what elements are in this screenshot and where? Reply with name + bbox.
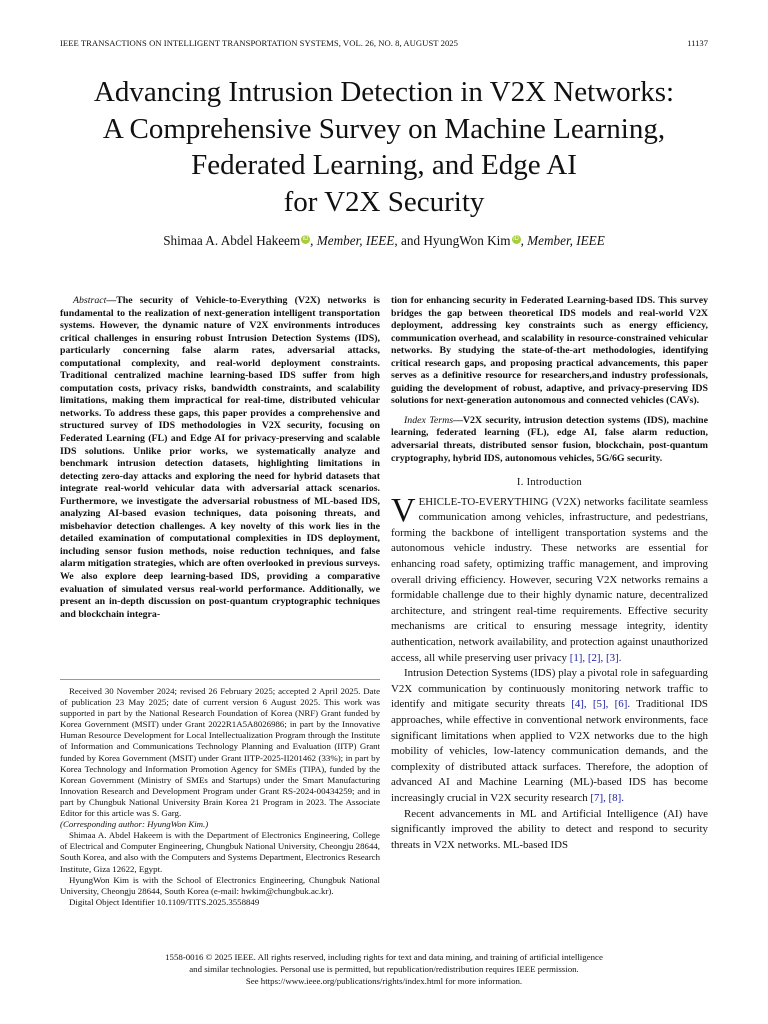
left-column <box>60 295 380 621</box>
paragraph: VEHICLE-TO-EVERYTHING (V2X) networks facilitate seamless communication among vehicles, infrastructure, and pedestrians, forming the backbone of intelligent transportation systems and the autonomous vehicle industry. These networks are essential for enhancing road safety, optimizing traffic management, and improving overall driving efficiency. However, securing V2X networks remains a formidable challenge due to their highly dynamic nature, decentralized architecture, and stringent real-time requirements. Effective security mechanisms are critical to ensuring message integrity, identity authentication, network availability, and protection against unauthorized access, all while preserving user privacy [1], [2], [3]. <box>391 491 708 664</box>
index-terms-dash: — <box>453 414 463 426</box>
corresponding-author: (Corresponding author: HyungWon Kim.) <box>60 819 209 830</box>
journal-header: IEEE TRANSACTIONS ON INTELLIGENT TRANSPORTATION SYSTEMS, VOL. 26, NO. 8, AUGUST 2025 <box>60 38 458 48</box>
abstract-continued <box>391 295 708 408</box>
abstract-text: The security of Vehicle-to-Everything (V2X) networks is fundamental to the realization of next-generation intelligent transportation systems. However, the dynamic nature of V2X environments introduces critical challenges in ensuring robust Intrusion Detection Systems (IDS), particularly concerning false alarm rates, adversarial attacks, computational complexity, and real-world deployment constraints. Traditional centralized machine learning-based IDS suffer from high computation costs, privacy risks, bandwidth constraints, and scalability limitations, making them impractical for real-time, distributed vehicular networks. To address these gaps, this paper provides a comprehensive and structured survey of IDS methodologies in V2X security, focusing on Federated Learning (FL) and Edge AI for privacy-preserving and scalable IDS solutions. Unlike prior works, we systematically analyze and benchmark intrusion detection datasets, highlighting limitations in detecting zero-day attacks and exploring the need for hybrid datasets that integrate real-world vehicular data with adversarial attack scenarios. Furthermore, we investigate the adversarial robustness of ML-based IDS, analyzing AI-based evasion techniques, data poisoning threats, and misbehavior detection challenges. A key novelty of this work lies in the detailed examination of computational complexities in IDS deployment, including sensor fusion methods, noise reduction techniques, and false alarm mitigation strategies, which are often overlooked in previous surveys. We also explore deep learning-based IDS, providing a comparative evaluation of simulated versus real-world performance. Additionally, we present an in-depth discussion on post-quantum cryptographic techniques and blockchain integra- <box>60 295 380 620</box>
drop-cap: V <box>391 491 416 529</box>
orcid-icon[interactable]: iD <box>513 235 519 242</box>
index-terms-label: Index Terms <box>404 414 454 426</box>
footer-line[interactable]: See https://www.ieee.org/publications/rights/index.html for more information. <box>245 976 523 987</box>
footer-line: 1558-0016 © 2025 IEEE. All rights reserved, including rights for text and data mining, and training of artificial intelligence <box>165 952 603 962</box>
paper-title <box>40 74 728 220</box>
footnote-rule <box>60 679 380 680</box>
copyright-footer <box>60 951 708 988</box>
title-line: A Comprehensive Survey on Machine Learning, <box>102 112 666 145</box>
paragraph: Intrusion Detection Systems (IDS) play a pivotal role in safeguarding V2X communication by continuously monitoring network traffic to identify and mitigate security threats [4], [5], [6]. Traditional IDS approaches, while effective in conventional network environments, face significant limitations when applied to V2X networks due to the high mobility of vehicles, low-latency communication demands, and the complexity of distributed attack surfaces. Therefore, the adoption of advanced AI and Machine Learning (ML)-based IDS has become increasingly crucial in V2X security research [7], [8]. <box>391 667 708 804</box>
title-line: for V2X Security <box>283 185 485 218</box>
author-role: Member, IEEE <box>316 233 395 248</box>
author-name: HyungWon Kim <box>423 233 511 248</box>
author-separator: , and <box>394 233 424 248</box>
index-terms-text: V2X security, intrusion detection systems (IDS), machine learning, federated learning (FL), edge AI, false alarm reduction, adversarial threats, distributed sensor fusion, blockchain, post-quantum cryptography, hybrid IDS, autonomous vehicles, 5G/6G security. <box>391 414 708 464</box>
abstract <box>60 295 380 621</box>
section-heading: I. Introduction <box>516 477 583 489</box>
footer-line: and similar technologies. Personal use is permitted, but republication/redistribution requires IEEE permission. <box>189 964 579 975</box>
orcid-icon[interactable]: iD <box>302 235 309 242</box>
footnote-doi[interactable]: Digital Object Identifier 10.1109/TITS.2025.3558849 <box>69 896 260 907</box>
paragraph: Recent advancements in ML and Artificial Intelligence (AI) have significantly improved the ability to detect and respond to security threats in V2X networks. ML-based IDS <box>391 807 708 851</box>
author-separator: , <box>310 233 317 248</box>
title-line: Advancing Intrusion Detection in V2X Networks: <box>93 76 675 108</box>
author-role: Member, IEEE <box>527 233 605 248</box>
citation-link[interactable]: [7], [8]. <box>590 791 624 804</box>
footnote <box>60 686 380 908</box>
footnote-affiliation: Shimaa A. Abdel Hakeem is with the Department of Electronics Engineering, College of Electrical and Computer Engineering, Chungbuk National University, Cheongju 28644, South Korea, and also with the Computers and Systems Department, Electronics Research Institute, Giza 12622, Egypt. <box>60 830 380 874</box>
footnote-affiliation: HyungWon Kim is with the School of Electronics Engineering, Chungbuk National University, Cheongju 28644, South Korea (e-mail: hwkim@chungbuk.ac.kr). <box>60 874 380 896</box>
citation-link[interactable]: [4], [5], [6]. <box>571 698 631 711</box>
index-terms <box>391 415 708 465</box>
introduction-body <box>391 491 708 854</box>
title-line: Federated Learning, and Edge AI <box>191 149 577 181</box>
abstract-dash: — <box>106 295 117 306</box>
abstract-text: tion for enhancing security in Federated Learning-based IDS. This survey bridges the gap between theoretical IDS models and real-world V2X deployment, addressing key constraints such as energy efficiency, communication overhead, and scalability in resource-constrained vehicular networks. By studying the state-of-the-art methodologies, identifying critical research gaps, and proposing practical advancements, this paper serves as a definitive resource for researchers,and industry professionals, guiding the development of robust, adaptive, and privacy-preserving IDS solutions for next-generation autonomous and connected vehicles (CAVs). <box>391 295 708 407</box>
author-name: Shimaa A. Abdel Hakeem <box>163 233 301 248</box>
author-line <box>40 233 728 249</box>
right-column <box>391 295 708 853</box>
abstract-label: Abstract <box>73 295 107 306</box>
author-separator: , <box>520 233 528 248</box>
footnote-received: Received 30 November 2024; revised 26 February 2025; accepted 2 April 2025. Date of publication 23 May 2025; date of current version 6 August 2025. This work was supported in part by the National Research Foundation of Korea (NRF) Grant funded by Korea Government (MSIT) under Grant 2022R1A5A8026986; in part by the Innovative Human Resource Development for Local Intellectualization Program through the Institute of Information and Communications Technology Planning and Evaluation (IITP) Grant funded by Korea Government (MSIT) under Grant IITP-2025-II201462 (33%); in part by Korea Technology and Information Promotion Agency for SMEs (TIPA), funded by the Korean Government (Ministry of SMEs and Startups) under the Smart Manufacturing Innovation Research and Development Program under Grant RS-2024-00434259; and in part by Chungbuk National University Brain Korea 21 Program in 2023. The Associate Editor for this article was S. Garg. <box>60 686 380 819</box>
page-number: 11137 <box>687 38 708 48</box>
citation-link[interactable]: [1], [2], [3]. <box>569 651 622 664</box>
